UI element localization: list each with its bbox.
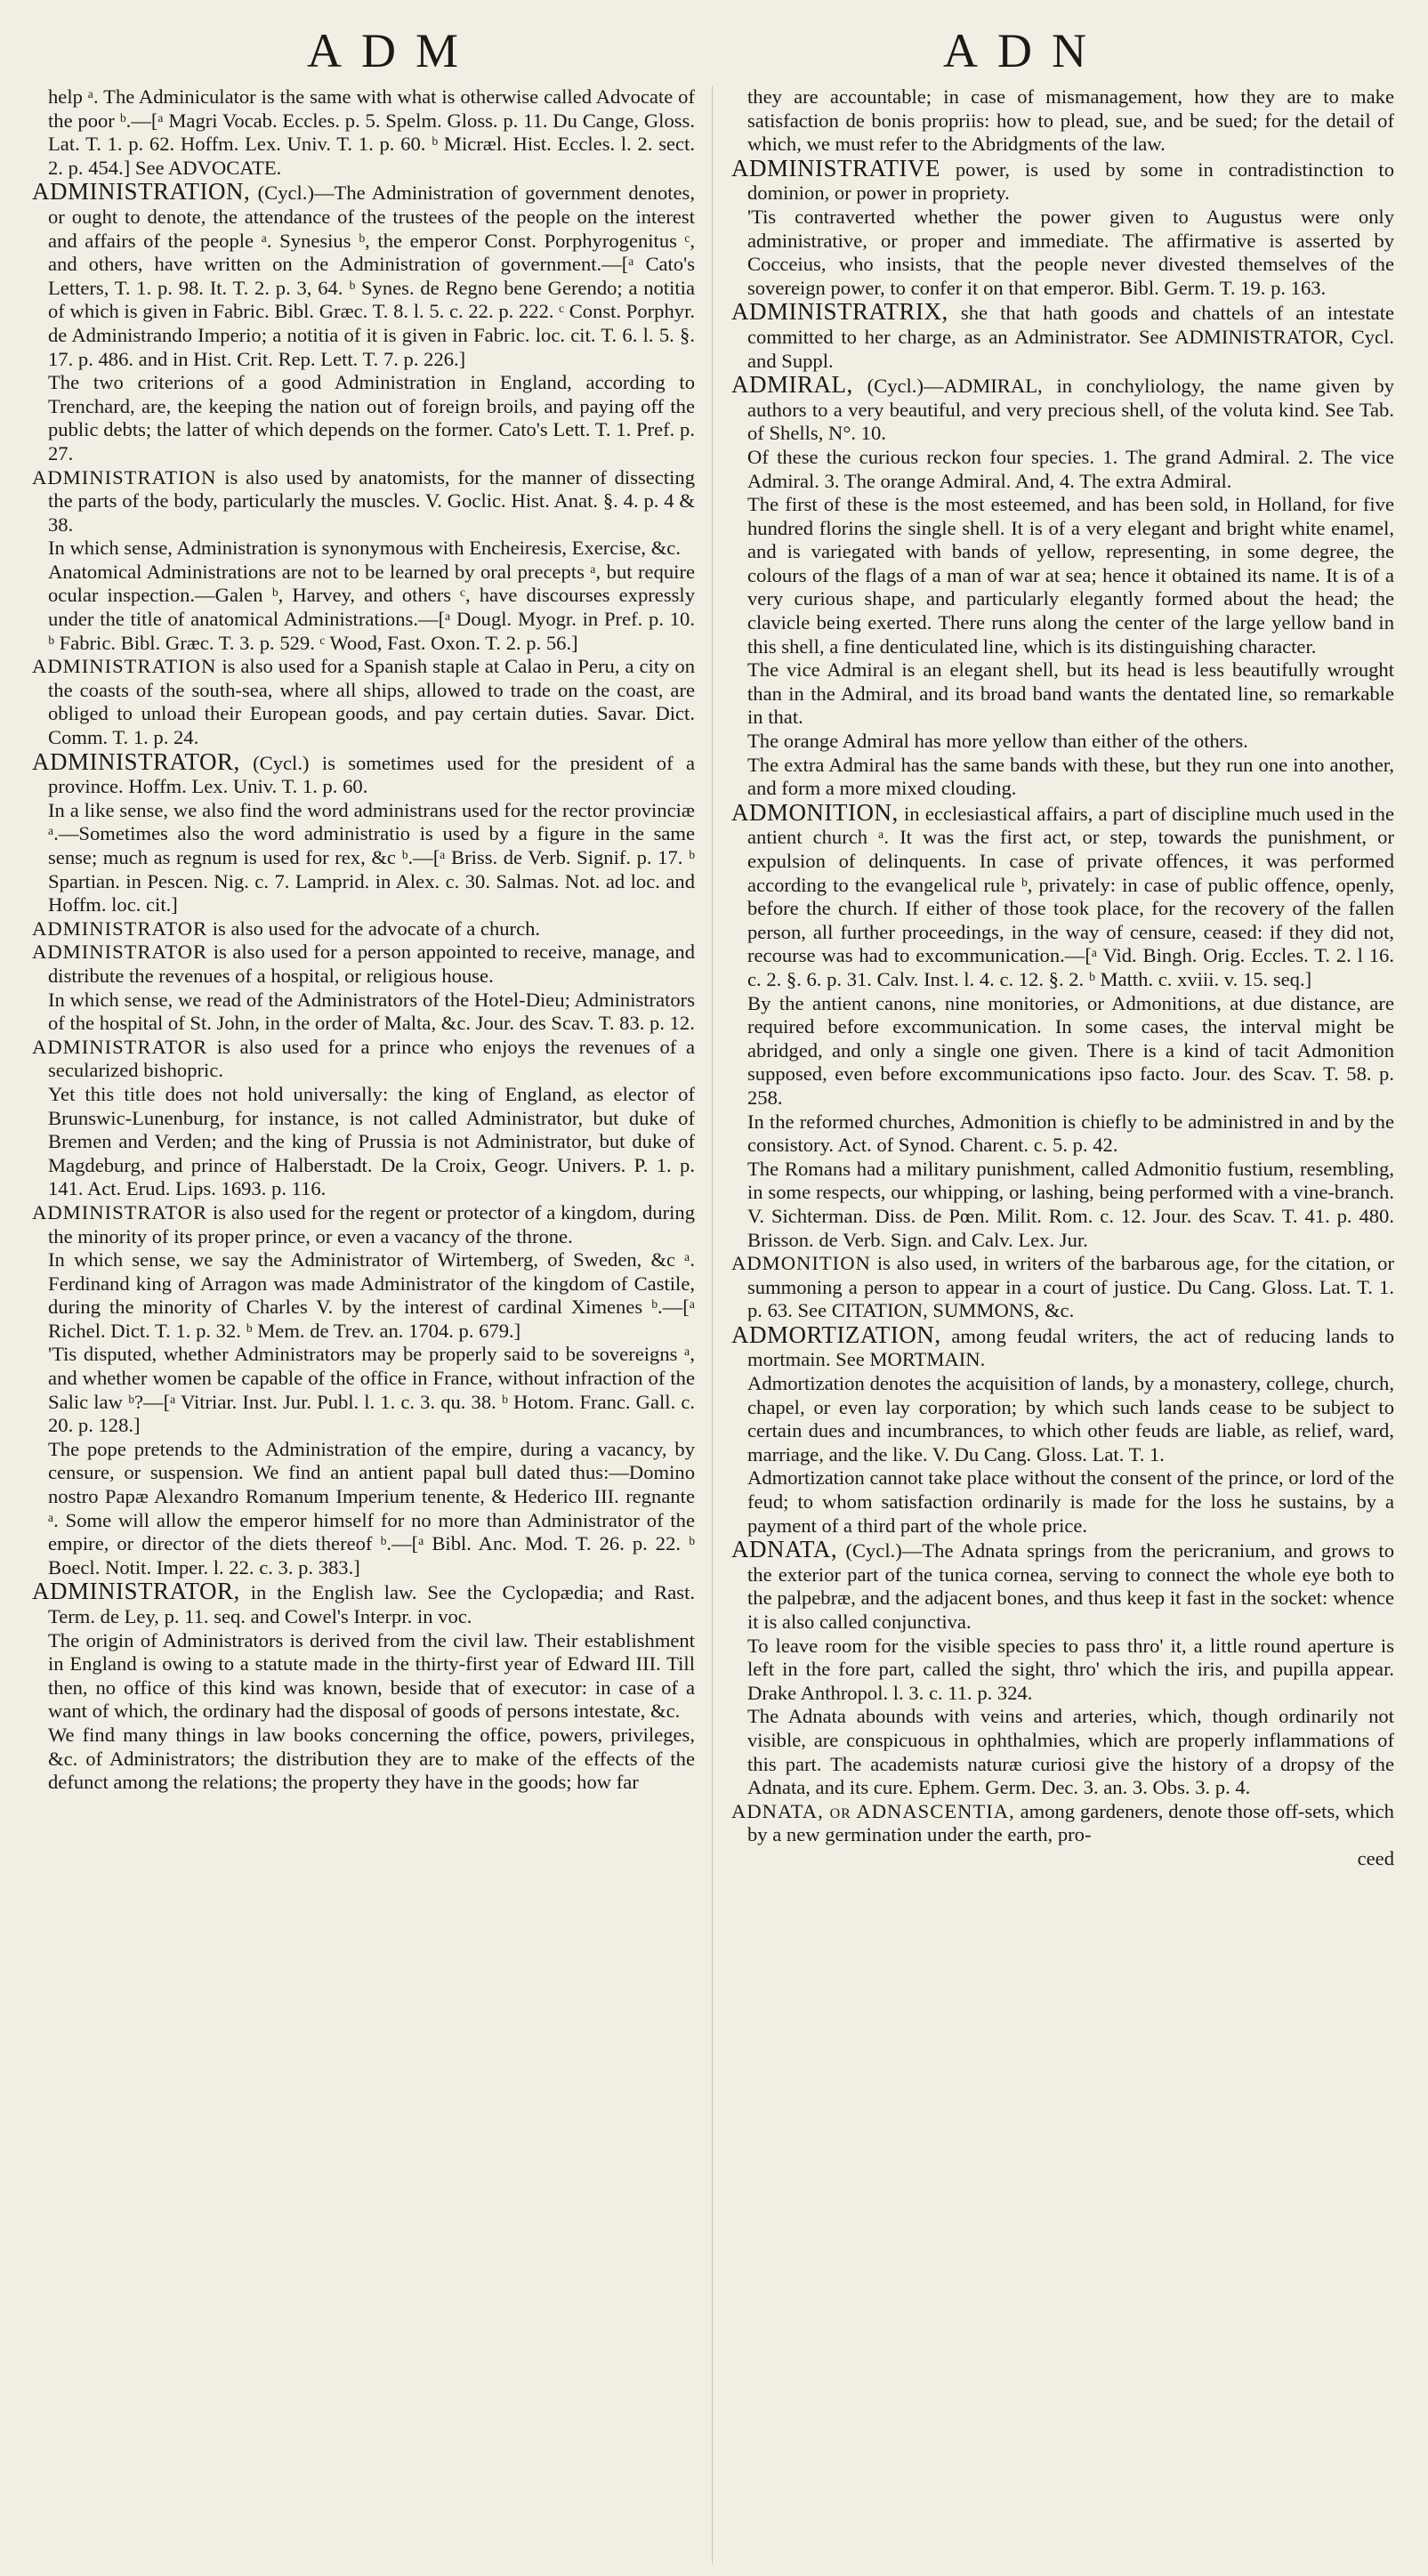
entry-text: in the English law. See the Cyclopædia; and Rast. Term. de Ley, p. 11. seq. and Cowel's Interpr. in voc. — [48, 1581, 695, 1627]
entry-text: The origin of Administrators is derived from the civil law. Their establishment in England is owing to a statute made in the thirty-first year of Edward III. Till then, no office of this kind was known, beside that of executor: in case of a want of which, the ordinary had the disposal of goods of persons intestate, &c. — [48, 1628, 695, 1723]
entry-text: (Cycl.) is sometimes used for the president of a province. Hoffm. Lex. Univ. T. 1. p. 60. — [48, 751, 695, 798]
entry-text: (Cycl.)—The Adnata springs from the pericranium, and grows to the exterior part of the tunica cornea, serving to connect the whole eye both to the palpebræ, and the adjacent bones, and thus keep it fast in the socket: whence it is also called conjunctiva. — [747, 1539, 1394, 1633]
entry-headword: ADMIRAL, — [731, 371, 853, 399]
entry-text: In which sense, Administration is synonymous with Encheiresis, Exercise, &c. — [48, 537, 681, 560]
entry-text: In a like sense, we also find the word administrans used for the rector provinciæ ᵃ.—Sometimes also the word administratio is used by a figure in the same sense; much as regnum is used for rex, &c ᵇ.—[ᵃ Briss. de Verb. Signif. p. 17. ᵇ Spartian. in Pescen. Nig. c. 7. Lamprid. in Alex. c. 30. Salmas. Not. ad loc. and Hoffm. loc. cit.] — [48, 798, 695, 917]
left-column — [32, 85, 695, 2568]
entry-text: among gardeners, denote those off-sets, which by a new germination under the earth, pro- — [747, 1799, 1394, 1846]
entry-headword: ADMORTIZATION, — [731, 1320, 941, 1348]
entry-paragraph — [731, 1110, 1394, 1158]
entry-paragraph — [731, 1635, 1394, 1706]
entry-paragraph — [731, 754, 1394, 801]
entry-text: The two criterions of a good Administration in England, according to Trenchard, are, the keeping the nation out of foreign broils, and paying off the public debts; the latter of which depends on the former. Cato's Lett. T. 1. Pref. p. 27. — [48, 371, 695, 464]
entry-text: she that hath goods and chattels of an intestate committed to her charge, as an Administrator. See ADMINISTRATOR, Cycl. and Suppl. — [747, 302, 1394, 372]
entry-text: The extra Admiral has the same bands with these, but they run one into another, and form a more mixed clouding. — [747, 753, 1394, 800]
entry-headword: ADMINISTRATOR — [32, 1200, 208, 1223]
entry-text: is also used for the regent or protector of a kingdom, during the minority of its proper prince, or even a vacancy of the throne. — [48, 1200, 695, 1248]
entry-headword: ADMINISTRATOR, — [32, 747, 240, 775]
column-rule — [712, 85, 713, 2564]
dictionary-entry — [731, 300, 1394, 373]
entry-text: is also used for the advocate of a church. — [212, 917, 541, 940]
entry-paragraph — [32, 1343, 695, 1437]
entry-paragraph — [731, 1466, 1394, 1538]
entry-headword: ADNATA, — [731, 1536, 838, 1563]
entry-text: 'Tis contraverted whether the power given to Augustus were only administrative, or proper and immediate. The affirmative is asserted by Cocceius, who insists, that the people never divested themselves of the sovereign power, to confer it on that emperor. Bibl. Germ. T. 19. p. 163. — [747, 205, 1394, 299]
entry-text: 'Tis disputed, whether Administrators may be properly said to be sovereigns ᵃ, and whether women be capable of the office in France, without infraction of the Salic law ᵇ?—[ᵃ Vitriar. Inst. Jur. Publ. l. 1. c. 3. qu. 38. ᵇ Hotom. Franc. Gall. c. 20. p. 128.] — [48, 1343, 695, 1437]
dictionary-entry — [32, 180, 695, 371]
entry-paragraph — [32, 537, 695, 561]
entry-text: is also used by anatomists, for the manner of dissecting the parts of the body, particularly the muscles. V. Goclic. Hist. Anat. §. 4. p. 4 & 38. — [48, 465, 695, 536]
dictionary-entry — [32, 466, 695, 537]
dictionary-entry — [32, 1201, 695, 1248]
entry-text: Admortization denotes the acquisition of lands, by a monastery, college, church, chapel, or even lay corporation; by which such lands cease to be subject to certain dues and incumbrances, to which other feuds are liable, as relief, ward, marriage, and the like. V. Du Cang. Gloss. Lat. T. 1. — [747, 1372, 1394, 1466]
dictionary-entry — [32, 941, 695, 988]
entry-paragraph — [731, 1372, 1394, 1466]
entry-text: (Cycl.)—The Administration of government denotes, or ought to denote, the attendance of the trustees of the people on the interest and affairs of the people ᵃ. Synesius ᵇ, the emperor Const. Porphyrogenitus ᶜ, and others, have written on the Administration of government.—[ᵃ Cato's Letters, T. 1. p. 98. It. T. 2. p. 3, 64. ᵇ Synes. de Regno bene Gerendo; a notitia of which is given in Fabric. Bibl. Græc. T. 8. l. 5. c. 22. p. 222. ᶜ Const. Porphyr. de Administrando Imperio; a notitia of it is given in Fabric. loc. cit. T. 6. l. 5. §. 17. p. 486. and in Hist. Crit. Rep. Lett. T. 7. p. 226.] — [48, 182, 695, 370]
entry-text: they are accountable; in case of mismanagement, how they are to make satisfaction de bonis propriis: how to plead, sue, and be sued; for the detail of which, we must refer to the Abridgments of the law. — [747, 85, 1394, 156]
entry-headword: ADMONITION — [731, 1252, 871, 1275]
entry-paragraph — [32, 1248, 695, 1343]
entry-paragraph — [32, 1083, 695, 1201]
dictionary-entry — [731, 1252, 1394, 1323]
entry-headword: ADMINISTRATION — [32, 465, 217, 489]
entry-headword: ADNATA, or ADNASCENTIA, — [731, 1799, 1015, 1822]
entry-text: We find many things in law books concerning the office, powers, privileges, &c. of Administrators; the distribution they are to make of the effects of the defunct among the relations; the property they have in the goods; how far — [48, 1723, 695, 1794]
running-header — [0, 20, 1428, 82]
dictionary-entry — [32, 1579, 695, 1628]
entry-text: By the antient canons, nine monitories, or Admonitions, at due distance, are required before excommunication. In some cases, the interval might be abridged, and only a single one given. There is a kind of tacit Admonition supposed, even before excommunications ipso facto. Jour. des Scav. T. 58. p. 258. — [747, 991, 1394, 1109]
entry-text: The Adnata abounds with veins and arteries, which, though ordinarily not visible, are conspicuous in ophthalmies, which are properly inflammations of this part. The academists naturæ curiosi give the history of a dropsy of the Adnata, and its cure. Ephem. Germ. Dec. 3. an. 3. Obs. 3. p. 4. — [747, 1705, 1394, 1799]
dictionary-entry — [32, 1036, 695, 1083]
entry-text: is also used for a prince who enjoys the revenues of a secularized bishopric. — [48, 1035, 695, 1082]
entry-headword: ADMINISTRATRIX, — [731, 298, 948, 326]
entry-text: In the reformed churches, Admonition is chiefly to be administred in and by the consistory. Act. of Synod. Charent. c. 5. p. 42. — [747, 1110, 1394, 1157]
entry-headword: ADMINISTRATOR — [32, 1035, 208, 1058]
dictionary-entry — [731, 798, 1394, 992]
entry-paragraph — [731, 658, 1394, 730]
entry-paragraph — [731, 85, 1394, 157]
entry-paragraph — [731, 1158, 1394, 1252]
entry-headword: ADMINISTRATIVE — [731, 154, 940, 182]
entry-text: power, is used by some in contradistinction to dominion, or power in propriety. — [747, 157, 1394, 205]
entry-text: Admortization cannot take place without the consent of the prince, or lord of the feud; to whom satisfaction ordinarily is made for the loss he sustains, by a payment of a third part of the whole price. — [747, 1466, 1394, 1537]
entry-paragraph — [32, 371, 695, 465]
entry-paragraph — [731, 1705, 1394, 1799]
entry-headword: ADMINISTRATOR — [32, 941, 208, 964]
entry-text: The orange Admiral has more yellow than either of the others. — [747, 730, 1248, 753]
dictionary-entry — [731, 1538, 1394, 1634]
entry-paragraph — [32, 1438, 695, 1580]
entry-paragraph — [731, 206, 1394, 300]
entry-text: Anatomical Administrations are not to be learned by oral precepts ᵃ, but require ocular inspection.—Galen ᵇ, Harvey, and others ᶜ, have discourses expressly under the title of anatomical Administrations.—[ᵃ Dougl. Myogr. in Pref. p. 10. ᵇ Fabric. Bibl. Græc. T. 3. p. 529. ᶜ Wood, Fast. Oxon. T. 2. p. 56.] — [48, 560, 695, 654]
entry-text: Yet this title does not hold universally: the king of England, as elector of Brunswic-Lunenburg, for instance, is not called Administrator, but duke of Bremen and Verden; and the king of Prussia is not Administrator, but duke of Magdeburg, and prince of Halberstadt. De la Croix, Geogr. Univers. P. 1. p. 141. Act. Erud. Lips. 1693. p. 116. — [48, 1082, 695, 1200]
entry-text: in ecclesiastical affairs, a part of discipline much used in the antient church ᵃ. It was the first act, or step, towards the punishment, or expulsion of delinquents. In case of private offences, it was performed according to the evangelical rule ᵇ, privately: in case of public offence, openly, before the church. If either of those took place, for the recovery of the fallen person, all further proceedings, in the way of censure, ceased: if they did not, recourse was had to excommunication.—[ᵃ Vid. Bingh. Orig. Eccles. T. 2. l 16. c. 2. §. 6. p. 31. Calv. Inst. l. 4. c. 12. §. 2. ᵇ Matth. c. xviii. v. 15. seq.] — [747, 802, 1394, 990]
dictionary-entry — [731, 1320, 1394, 1372]
entry-text: (Cycl.)—ADMIRAL, in conchyliology, the name given by authors to a very beautiful, and very precious shell, of the voluta kind. See Tab. of Shells, N°. 10. — [747, 375, 1394, 445]
entry-text: In which sense, we read of the Administrators of the Hotel-Dieu; Administrators of the hospital of St. John, in the order of Malta, &c. Jour. des Scav. T. 83. p. 12. — [48, 988, 695, 1035]
entry-text: help ᵃ. The Adminiculator is the same with what is otherwise called Advocate of the poor ᵇ.—[ᵃ Magri Vocab. Eccles. p. 5. Spelm. Gloss. p. 11. Du Cange, Gloss. Lat. T. 1. p. 62. Hoffm. Lex. Univ. T. 1. p. 60. ᵇ Micræl. Hist. Eccles. l. 2. sect. 2. p. 454.] See ADVOCATE. — [48, 85, 695, 179]
dictionary-entry — [731, 1800, 1394, 1847]
entry-paragraph — [32, 1629, 695, 1724]
entry-paragraph — [32, 799, 695, 917]
entry-text: among feudal writers, the act of reducing lands to mortmain. See MORTMAIN. — [747, 1324, 1394, 1371]
entry-paragraph — [731, 493, 1394, 658]
entry-text: The Romans had a military punishment, called Admonitio fustium, resembling, in some respects, our whipping, or lashing, being performed with a vine-branch. V. Sichterman. Diss. de Pœn. Milit. Rom. c. 12. Jour. des Scav. T. 41. p. 480. Brisson. de Verb. Sign. and Calv. Lex. Jur. — [747, 1157, 1394, 1251]
entry-headword: ADMONITION, — [731, 798, 899, 826]
entry-text: In which sense, we say the Administrator of Wirtemberg, of Sweden, &c ᵃ. Ferdinand king of Arragon was made Administrator of the kingdom of Castile, during the minority of Charles V. by the interest of cardinal Ximenes ᵇ.—[ᵃ Richel. Dict. T. 1. p. 32. ᵇ Mem. de Trev. an. 1704. p. 679.] — [48, 1248, 695, 1342]
entry-paragraph — [32, 85, 695, 180]
entry-paragraph — [32, 561, 695, 655]
entry-text: Of these the curious reckon four species. 1. The grand Admiral. 2. The vice Admiral. 3. The orange Admiral. And, 4. The extra Admiral. — [747, 445, 1394, 492]
entry-headword: ADMINISTRATOR — [32, 917, 208, 940]
entry-paragraph — [731, 446, 1394, 493]
entry-headword: ADMINISTRATOR, — [32, 1578, 240, 1605]
entry-text: The pope pretends to the Administration of the empire, during a vacancy, by censure, or suspension. We find an antient papal bull dated thus:—Domino nostro Papæ Alexandro Romanum Imperium tenente, & Hederico III. regnante ᵃ. Some will allow the emperor himself for no more than Administrator of the empire, or director of the diets thereof ᵇ.—[ᵃ Bibl. Anc. Mod. T. 26. p. 22. ᵇ Boecl. Notit. Imper. l. 22. c. 3. p. 383.] — [48, 1437, 695, 1579]
entry-paragraph — [731, 730, 1394, 754]
header-right: ADN — [943, 24, 1106, 77]
entry-text: The vice Admiral is an elegant shell, but its head is less beautifully wrought than in the Admiral, and its broad band wants the dentated line, so remarkable in that. — [747, 658, 1394, 729]
dictionary-entry — [731, 373, 1394, 446]
entry-text: is also used for a person appointed to receive, manage, and distribute the revenues of a hospital, or religious house. — [48, 941, 695, 987]
entry-headword: ADMINISTRATION, — [32, 178, 251, 206]
entry-paragraph — [731, 992, 1394, 1110]
entry-text: To leave room for the visible species to pass thro' it, a little round aperture is left in the fore part, called the sight, thro' which the iris, and pupilla appear. Drake Anthropol. l. 3. c. 11. p. 324. — [747, 1634, 1394, 1704]
entry-text: is also used, in writers of the barbarous age, for the citation, or summoning a person to appear in a court of justice. Du Cang. Gloss. Lat. T. 1. p. 63. See CITATION, SUMMONS, &c. — [747, 1252, 1394, 1322]
header-left: ADM — [307, 24, 479, 77]
entry-paragraph — [32, 1724, 695, 1795]
entry-text: is also used for a Spanish staple at Calao in Peru, a city on the coasts of the south-sea, where all ships, allowed to trade on the coast, are obliged to unload their European goods, and pay certain duties. Savar. Dict. Comm. T. 1. p. 24. — [48, 655, 695, 749]
entry-text: The first of these is the most esteemed, and has been sold, in Holland, for five hundred florins the single shell. It is of a very elegant and bright white enamel, and is variegated with bands of yellow, representing, in some degree, the colours of the flags of a man of war at sea; hence it obtained its name. It is of a very curious shape, and particularly elegantly formed about the head; the clavicle being exerted. There runs along the center of the large yellow band in this shell, a fine denticulated line, which is its distinguishing character. — [747, 493, 1394, 658]
entry-paragraph — [32, 989, 695, 1036]
dictionary-entry — [32, 655, 695, 749]
catchword: ceed — [1357, 1846, 1394, 1869]
dictionary-entry — [731, 154, 1394, 206]
dictionary-entry — [32, 917, 695, 941]
dictionary-entry — [32, 747, 695, 799]
right-column — [731, 85, 1394, 2568]
entry-headword: ADMINISTRATION — [32, 655, 217, 678]
